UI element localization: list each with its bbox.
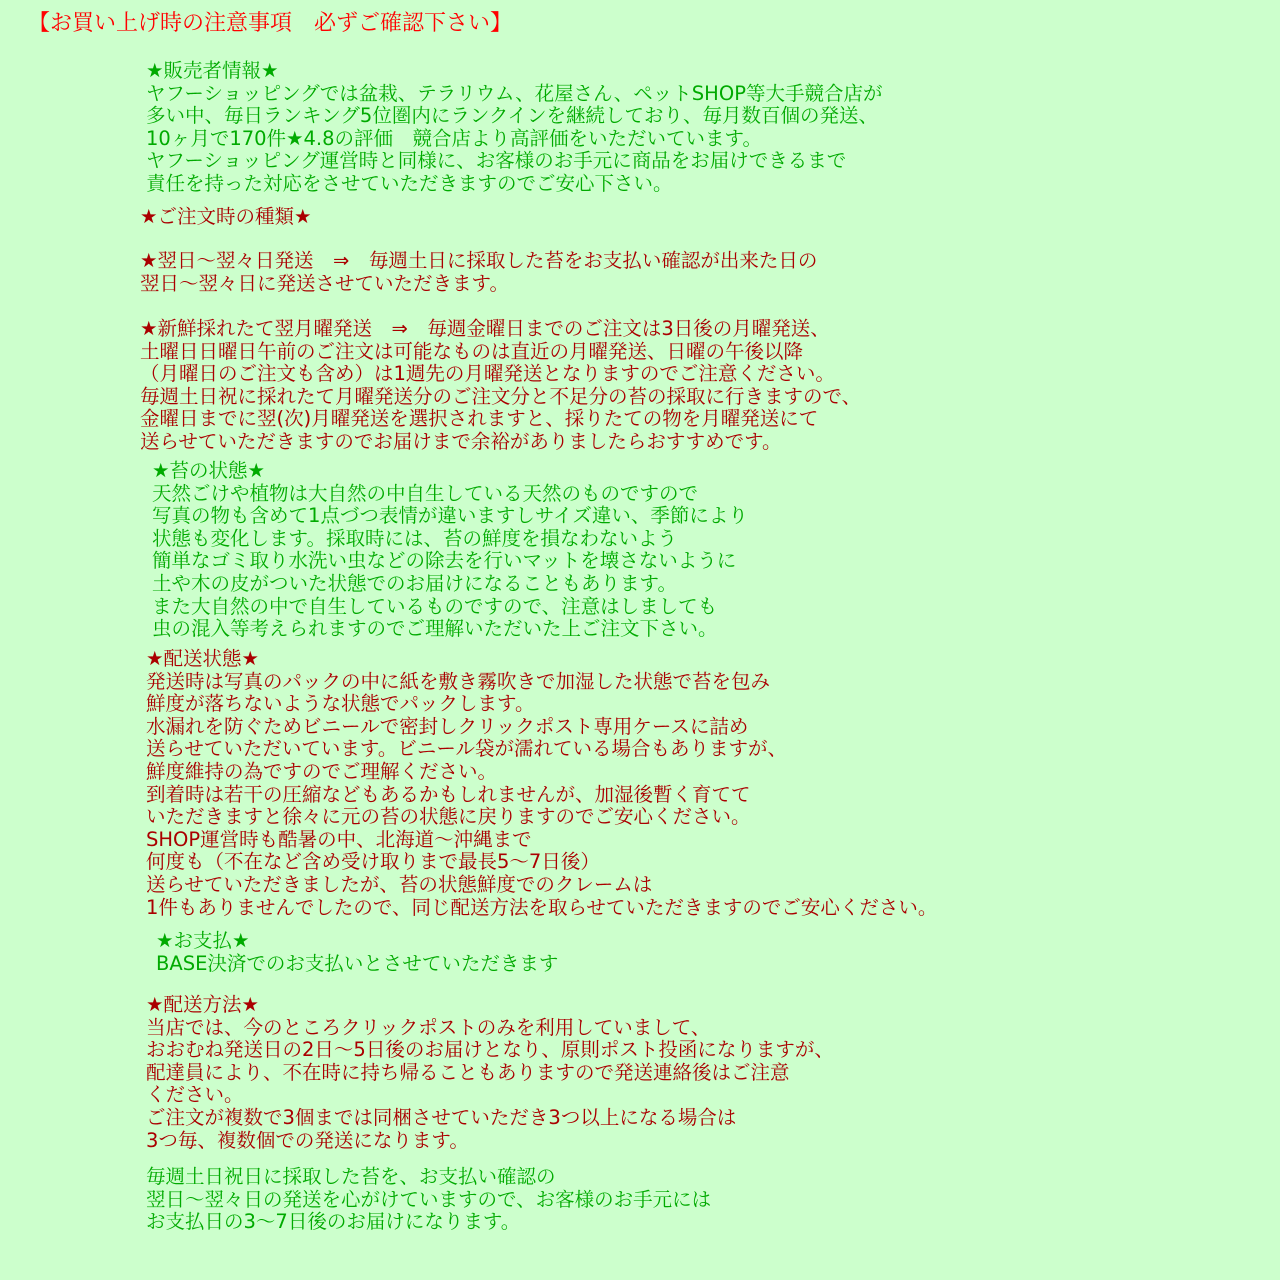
moss-condition-line: 土や木の皮がついた状態でのお届けになることもあります。 [152, 571, 677, 595]
delivery-condition-line: 水漏れを防ぐためビニールで密封しクリックポスト専用ケースに詰め [146, 714, 749, 738]
seller-info-line: ヤフーショッピングでは盆栽、テラリウム、花屋さん、ペットSHOP等大手競合店が [146, 81, 883, 105]
shipping-method-line: おおむね発送日の2日～5日後のお届けとなり、原則ポスト投函になりますが、 [146, 1038, 834, 1062]
order-types-heading: ★ご注文時の種類★ [140, 205, 312, 228]
delivery-condition-line: 何度も（不在など含め受け取りまで最長5～7日後） [146, 850, 600, 874]
delivery-timing-section [146, 1166, 711, 1234]
monday-shipping-line: 土曜日日曜日午前のご注文は可能なものは直近の月曜発送、日曜の午後以降 [140, 339, 804, 363]
seller-info-section [146, 60, 882, 196]
moss-condition-heading: ★苔の状態★ [152, 459, 265, 482]
delivery-condition-line: 到着時は若干の圧縮などもあるかもしれませんが、加湿後暫く育てて [146, 782, 751, 806]
delivery-timing-line: お支払日の3～7日後のお届けになります。 [146, 1210, 521, 1234]
shipping-method-line: 当店では、今のところクリックポストのみを利用していまして、 [146, 1015, 711, 1039]
shipping-method-line: ご注文が複数で3個までは同梱させていただき3つ以上になる場合は [146, 1105, 737, 1129]
moss-condition-line: 天然ごけや植物は大自然の中自生している天然のものですので [152, 481, 699, 505]
moss-condition-line: 状態も変化します。採取時には、苔の鮮度を損なわないよう [152, 526, 677, 550]
delivery-timing-line: 毎週土日祝日に採取した苔を、お支払い確認の [146, 1165, 556, 1188]
delivery-condition-section [146, 648, 937, 919]
moss-condition-line: また大自然の中で自生しているものですので、注意はしましても [152, 594, 718, 618]
payment-section [156, 930, 558, 975]
shipping-method-line: 3つ毎、複数個での発送になります。 [146, 1128, 469, 1152]
monday-shipping-line: ★新鮮採れたて翌月曜発送 ⇒ 毎週金曜日までのご注文は3日後の月曜発送、 [140, 317, 830, 340]
delivery-condition-line: 鮮度が落ちないような状態でパックします。 [146, 692, 535, 716]
monday-shipping-line: 毎週土日祝に採れたて月曜発送分のご注文分と不足分の苔の採取に行きますので、 [140, 384, 862, 408]
delivery-condition-heading: ★配送状態★ [146, 647, 259, 670]
shipping-method-line: ください。 [146, 1083, 244, 1107]
monday-shipping-section [140, 318, 861, 454]
monday-shipping-line: 送らせていただきますのでお届けまで余裕がありましたらおすすめです。 [140, 429, 782, 453]
monday-shipping-line: （月曜日のご注文も含め）は1週先の月曜発送となりますのでご注意ください。 [140, 362, 835, 386]
moss-condition-line: 写真の物も含めて1点づつ表情が違いますしサイズ違い、季節により [152, 504, 748, 528]
shipping-method-section [146, 994, 834, 1152]
payment-line: BASE決済でのお支払いとさせていただきます [156, 951, 559, 975]
delivery-condition-line: 発送時は写真のパックの中に紙を敷き霧吹きで加湿した状態で苔を包み [146, 669, 771, 693]
seller-info-heading: ★販売者情報★ [146, 59, 279, 82]
delivery-condition-line: 送らせていただきましたが、苔の状態鮮度でのクレームは [146, 872, 653, 896]
monday-shipping-line: 金曜日までに翌(次)月曜発送を選択されますと、採りたての物を月曜発送にて [140, 407, 819, 431]
delivery-condition-line: 1件もありませんでしたので、同じ配送方法を取らせていただきますのでご安心ください。 [146, 895, 938, 919]
order-types-section [140, 206, 311, 229]
payment-heading: ★お支払★ [156, 929, 250, 952]
moss-condition-line: 虫の混入等考えられますのでご理解いただいた上ご注文下さい。 [152, 617, 718, 641]
shipping-method-line: 配達員により、不在時に持ち帰ることもありますので発送連絡後はご注意 [146, 1060, 790, 1084]
delivery-condition-line: 鮮度維持の為ですのでご理解ください。 [146, 759, 498, 783]
next-day-shipping-line: 翌日～翌々日に発送させていただきます。 [140, 271, 509, 295]
next-day-shipping-line: ★翌日～翌々日発送 ⇒ 毎週土日に採取した苔をお支払い確認が出来た日の [140, 249, 818, 272]
seller-info-line: 責任を持った対応をさせていただきますのでご安心下さい。 [146, 171, 673, 195]
delivery-condition-line: SHOP運営時も酷暑の中、北海道～沖縄まで [146, 827, 532, 851]
seller-info-line: 多い中、毎日ランキング5位圏内にランクインを継続しており、毎月数百個の発送、 [146, 104, 878, 128]
page-title: 【お買い上げ時の注意事項 必ずご確認下さい】 [28, 11, 513, 36]
seller-info-line: 10ヶ月で170件★4.8の評価 競合店より高評価をいただいています。 [146, 126, 762, 150]
delivery-condition-line: いただきますと徐々に元の苔の状態に戻りますのでご安心ください。 [146, 805, 751, 829]
next-day-shipping-section [140, 250, 817, 295]
moss-condition-line: 簡単なゴミ取り水洗い虫などの除去を行いマットを壊さないように [152, 549, 737, 573]
seller-info-line: ヤフーショッピング運営時と同様に、お客様のお手元に商品をお届けできるまで [146, 149, 847, 173]
moss-condition-section [152, 460, 748, 641]
delivery-timing-line: 翌日～翌々日の発送を心がけていますので、お客様のお手元には [146, 1187, 712, 1211]
shipping-method-heading: ★配送方法★ [146, 993, 259, 1016]
delivery-condition-line: 送らせていただいています。ビニール袋が濡れている場合もありますが、 [146, 737, 787, 761]
